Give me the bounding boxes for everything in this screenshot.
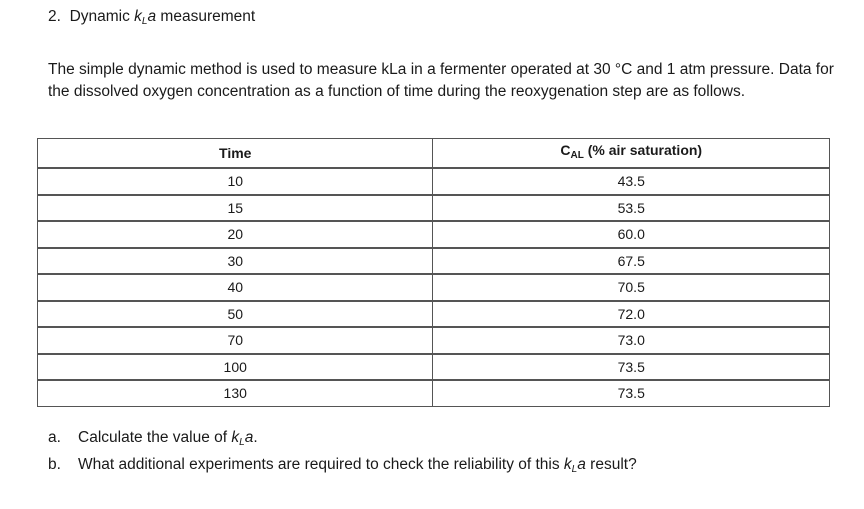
time-cell: 40 [38, 274, 433, 301]
question-heading: 2. Dynamic $k_La$ measurement [48, 8, 256, 27]
time-cell: 20 [38, 221, 433, 248]
concentration-cell: 60.0 [433, 221, 830, 248]
concentration-cell: 67.5 [433, 248, 830, 275]
sub-questions [48, 427, 637, 481]
time-cell: 15 [38, 195, 433, 222]
data-table [37, 138, 830, 407]
table-row [38, 221, 830, 248]
concentration-cell: 73.0 [433, 327, 830, 354]
column-header-time: Time [38, 139, 433, 169]
time-cell: 10 [38, 168, 433, 195]
question-number: 2. [48, 8, 61, 25]
concentration-cell: 43.5 [433, 168, 830, 195]
concentration-cell: 73.5 [433, 354, 830, 381]
table-row [38, 195, 830, 222]
table-row [38, 274, 830, 301]
sub-question-b: b. What additional experiments are required to check the reliability of this $k_La$ result? [48, 456, 637, 475]
column-header-concentration: $C_{AL}$ (% air saturation) [433, 139, 830, 169]
concentration-cell: 70.5 [433, 274, 830, 301]
concentration-cell: 53.5 [433, 195, 830, 222]
table-row [38, 380, 830, 406]
time-cell: 100 [38, 354, 433, 381]
table-row [38, 301, 830, 328]
time-cell: 30 [38, 248, 433, 275]
table-row [38, 248, 830, 275]
table-row [38, 327, 830, 354]
sub-question-a: a. Calculate the value of $k_La$. [48, 429, 258, 448]
table-row [38, 354, 830, 381]
concentration-cell: 73.5 [433, 380, 830, 406]
table-header-row [38, 139, 830, 169]
time-cell: 50 [38, 301, 433, 328]
problem-statement: The simple dynamic method is used to measure kLa in a fermenter operated at 30 °C and 1 atm pressure. Data for the dissolved oxygen concentration as a function of time during the reoxygenation step are as follows. [48, 61, 834, 100]
table-row [38, 168, 830, 195]
time-cell: 130 [38, 380, 433, 406]
concentration-cell: 72.0 [433, 301, 830, 328]
time-cell: 70 [38, 327, 433, 354]
